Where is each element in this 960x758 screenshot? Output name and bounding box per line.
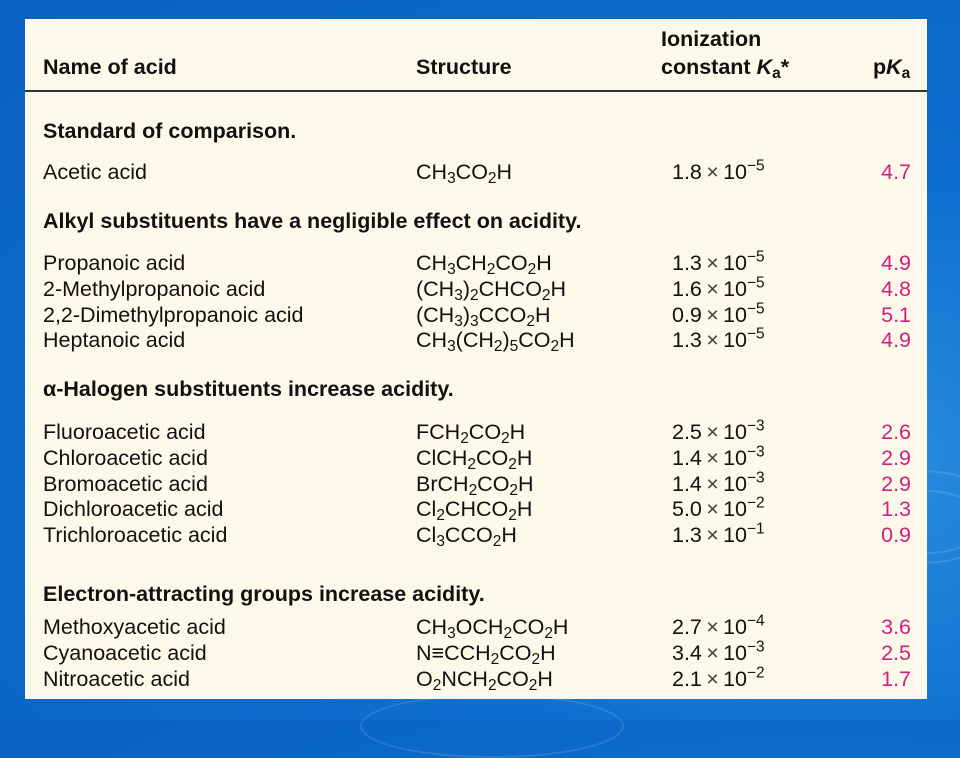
structure-part: H bbox=[516, 445, 533, 470]
header-ionization-line2: constant $K_a*$ bbox=[661, 55, 790, 82]
structure-subscript: 2 bbox=[487, 676, 497, 694]
acid-name: Cyanoacetic acid bbox=[43, 640, 207, 665]
pka-value: 2.5 bbox=[881, 640, 911, 665]
ka-base-ten: 10 bbox=[723, 160, 747, 184]
structure-part: (CH bbox=[455, 328, 494, 353]
structure-subscript: 2 bbox=[527, 260, 537, 278]
acid-structure bbox=[416, 420, 526, 447]
header-structure: Structure bbox=[416, 55, 512, 79]
structure-part: CO bbox=[475, 445, 509, 470]
structure-part: CO bbox=[499, 640, 532, 665]
structure-subscript: 2 bbox=[531, 650, 541, 668]
acid-name: Bromoacetic acid bbox=[43, 471, 208, 496]
structure-subscript: 2 bbox=[436, 507, 445, 525]
acid-name: Trichloroacetic acid bbox=[43, 523, 228, 548]
structure-subscript: 2 bbox=[493, 338, 503, 356]
ka-base-ten: 10 bbox=[723, 615, 747, 639]
structure-part: CO bbox=[468, 420, 502, 444]
structure-part: BrCH bbox=[416, 471, 469, 496]
structure-subscript: 5 bbox=[509, 338, 519, 356]
ka-exponent: −2 bbox=[746, 664, 765, 682]
structure-subscript: 3 bbox=[447, 338, 456, 356]
structure-part: H bbox=[518, 471, 534, 496]
structure-part: CO bbox=[477, 471, 510, 496]
ionization-constant bbox=[672, 157, 765, 184]
acid-structure bbox=[416, 615, 569, 642]
header-name: Name of acid bbox=[43, 55, 177, 79]
structure-part: CHCO bbox=[444, 497, 509, 522]
ka-exponent: −2 bbox=[746, 494, 765, 512]
acid-structure bbox=[416, 640, 556, 668]
acid-structure bbox=[416, 276, 567, 304]
structure-part: CO bbox=[496, 666, 529, 691]
ka-base-ten: 10 bbox=[723, 420, 747, 444]
ka-exponent: −5 bbox=[746, 248, 765, 266]
background-swirl-ring bbox=[360, 694, 624, 758]
structure-subscript: 2 bbox=[487, 169, 497, 187]
structure-part: H bbox=[552, 615, 569, 639]
structure-subscript: 3 bbox=[447, 624, 456, 642]
ka-mantissa: 1.3 bbox=[672, 251, 702, 275]
structure-subscript: 2 bbox=[470, 286, 479, 304]
times-sign: × bbox=[701, 523, 724, 548]
ionization-constant bbox=[672, 638, 765, 665]
structure-part: CH bbox=[416, 328, 448, 353]
times-sign: × bbox=[701, 420, 724, 444]
structure-subscript: 3 bbox=[447, 260, 456, 278]
structure-part: CH bbox=[416, 251, 448, 275]
acid-structure bbox=[416, 523, 517, 551]
section-title: α-Halogen substituents increase acidity. bbox=[43, 377, 454, 401]
times-sign: × bbox=[701, 471, 724, 496]
pka-value: 1.7 bbox=[881, 666, 911, 691]
acid-structure bbox=[416, 302, 551, 330]
ionization-constant bbox=[672, 417, 765, 444]
section-title: Electron-attracting groups increase acidity. bbox=[43, 582, 485, 606]
structure-subscript: 2 bbox=[468, 481, 478, 499]
structure-part: ClCH bbox=[416, 445, 468, 470]
structure-part: CO bbox=[518, 328, 551, 353]
ka-mantissa: 3.4 bbox=[672, 640, 702, 665]
structure-subscript: 2 bbox=[508, 507, 517, 525]
structure-subscript: 2 bbox=[432, 676, 442, 694]
ka-base-ten: 10 bbox=[723, 497, 747, 522]
structure-part: CO bbox=[455, 160, 488, 184]
times-sign: × bbox=[701, 445, 724, 470]
structure-part: CH bbox=[416, 615, 448, 639]
pka-value: 5.1 bbox=[881, 302, 911, 327]
acid-name: Methoxyacetic acid bbox=[43, 615, 226, 639]
ka-base-ten: 10 bbox=[723, 666, 747, 691]
times-sign: × bbox=[701, 276, 724, 301]
structure-part: H bbox=[536, 251, 552, 275]
structure-part: H bbox=[537, 666, 553, 691]
structure-subscript: 2 bbox=[541, 286, 551, 304]
ka-exponent: −5 bbox=[746, 300, 765, 318]
structure-part: CH bbox=[455, 251, 487, 275]
times-sign: × bbox=[701, 666, 724, 691]
structure-subscript: 2 bbox=[490, 650, 500, 668]
ka-exponent: −3 bbox=[746, 469, 765, 487]
ka-base-ten: 10 bbox=[723, 328, 747, 353]
structure-part: FCH bbox=[416, 420, 461, 444]
structure-part: H bbox=[516, 497, 533, 522]
pka-value: 2.6 bbox=[881, 420, 911, 444]
structure-subscript: 3 bbox=[447, 169, 456, 187]
ka-base-ten: 10 bbox=[723, 471, 747, 496]
acid-name: 2,2-Dimethylpropanoic acid bbox=[43, 302, 304, 327]
acid-structure bbox=[416, 666, 553, 694]
acid-structure bbox=[416, 328, 575, 356]
pka-value: 4.7 bbox=[881, 160, 911, 184]
ka-exponent: −5 bbox=[746, 325, 765, 343]
header-pka: $pK_a$ bbox=[873, 55, 911, 82]
structure-subscript: 2 bbox=[509, 481, 519, 499]
structure-subscript: 2 bbox=[544, 624, 553, 642]
structure-part: H bbox=[501, 523, 517, 548]
structure-part: CHCO bbox=[478, 276, 542, 301]
ka-exponent: −1 bbox=[746, 520, 765, 538]
ionization-constant bbox=[672, 612, 765, 639]
ionization-constant bbox=[672, 248, 765, 275]
ka-mantissa: 1.3 bbox=[672, 328, 702, 353]
structure-part: CCO bbox=[478, 302, 527, 327]
pka-value: 2.9 bbox=[881, 445, 911, 470]
pka-value: 2.9 bbox=[881, 471, 911, 496]
acid-name: Propanoic acid bbox=[43, 251, 186, 275]
section-title: Alkyl substituents have a negligible effect on acidity. bbox=[43, 209, 582, 233]
ka-base-ten: 10 bbox=[723, 445, 747, 470]
times-sign: × bbox=[701, 615, 724, 639]
structure-subscript: 3 bbox=[454, 286, 463, 304]
structure-part: ) bbox=[502, 328, 510, 353]
structure-subscript: 3 bbox=[470, 312, 479, 330]
ka-mantissa: 1.6 bbox=[672, 276, 702, 301]
structure-subscript: 2 bbox=[550, 338, 560, 356]
structure-part: CCO bbox=[444, 523, 493, 548]
ka-mantissa: 5.0 bbox=[672, 497, 702, 522]
ka-mantissa: 1.4 bbox=[672, 471, 702, 496]
ka-base-ten: 10 bbox=[723, 251, 747, 275]
ka-mantissa: 1.3 bbox=[672, 523, 702, 548]
times-sign: × bbox=[701, 328, 724, 353]
structure-subscript: 2 bbox=[526, 312, 535, 330]
pka-value: 4.9 bbox=[881, 328, 911, 353]
ka-base-ten: 10 bbox=[723, 640, 747, 665]
acid-name: Heptanoic acid bbox=[43, 328, 186, 353]
ka-exponent: −5 bbox=[746, 274, 765, 292]
structure-part: N≡CCH bbox=[416, 640, 491, 665]
ka-mantissa: 1.8 bbox=[672, 160, 702, 184]
structure-subscript: 2 bbox=[528, 676, 538, 694]
ka-exponent: −4 bbox=[746, 612, 765, 630]
ka-mantissa: 0.9 bbox=[672, 302, 702, 327]
structure-part: Cl bbox=[416, 523, 437, 548]
acid-name: Chloroacetic acid bbox=[43, 445, 208, 470]
ka-base-ten: 10 bbox=[723, 276, 747, 301]
structure-part: ) bbox=[462, 276, 470, 301]
times-sign: × bbox=[701, 302, 724, 327]
structure-part: H bbox=[540, 640, 556, 665]
structure-subscript: 2 bbox=[501, 429, 510, 447]
times-sign: × bbox=[701, 640, 724, 665]
acid-structure bbox=[416, 497, 533, 525]
ka-mantissa: 2.5 bbox=[672, 420, 702, 444]
structure-subscript: 2 bbox=[460, 429, 469, 447]
times-sign: × bbox=[701, 497, 724, 522]
times-sign: × bbox=[701, 160, 724, 184]
acid-name: Fluoroacetic acid bbox=[43, 420, 206, 444]
structure-part: Cl bbox=[416, 497, 437, 522]
acid-structure bbox=[416, 445, 533, 473]
structure-part: CO bbox=[512, 615, 545, 639]
ionization-constant bbox=[672, 664, 765, 691]
acid-name: Acetic acid bbox=[43, 160, 147, 184]
ka-mantissa: 2.7 bbox=[672, 615, 702, 639]
header-divider bbox=[25, 90, 927, 92]
ka-exponent: −3 bbox=[746, 638, 765, 656]
acid-structure bbox=[416, 251, 552, 278]
ionization-constant bbox=[672, 325, 765, 353]
pka-value: 4.9 bbox=[881, 251, 911, 275]
header-ionization-line1: Ionization bbox=[661, 27, 762, 51]
ka-exponent: −5 bbox=[746, 157, 765, 175]
structure-subscript: 2 bbox=[467, 455, 476, 473]
ka-base-ten: 10 bbox=[723, 523, 747, 548]
pka-value: 0.9 bbox=[881, 523, 911, 548]
pka-value: 1.3 bbox=[881, 497, 911, 522]
structure-part: CH bbox=[416, 160, 448, 184]
ionization-constant bbox=[672, 443, 765, 470]
ka-mantissa: 1.4 bbox=[672, 445, 702, 470]
ionization-constant bbox=[672, 520, 765, 548]
ka-exponent: −3 bbox=[746, 417, 765, 435]
structure-part: NCH bbox=[441, 666, 488, 691]
ionization-constant bbox=[672, 300, 765, 327]
structure-subscript: 3 bbox=[454, 312, 463, 330]
structure-part: H bbox=[496, 160, 513, 184]
ka-mantissa: 2.1 bbox=[672, 666, 702, 691]
structure-part: (CH bbox=[416, 276, 455, 301]
structure-subscript: 2 bbox=[492, 533, 502, 551]
pka-value: 4.8 bbox=[881, 276, 911, 301]
structure-part: (CH bbox=[416, 302, 455, 327]
acid-table-card bbox=[25, 19, 927, 699]
acid-structure bbox=[416, 160, 513, 187]
section-title: Standard of comparison. bbox=[43, 119, 297, 143]
structure-part: H bbox=[509, 420, 526, 444]
ionization-constant bbox=[672, 494, 765, 522]
acid-structure bbox=[416, 471, 534, 499]
ionization-constant bbox=[672, 469, 765, 496]
pka-value: 3.6 bbox=[881, 615, 911, 639]
structure-subscript: 3 bbox=[436, 533, 445, 551]
structure-subscript: 2 bbox=[503, 624, 513, 642]
structure-part: H bbox=[559, 328, 575, 353]
structure-subscript: 2 bbox=[486, 260, 496, 278]
acid-name: Dichloroacetic acid bbox=[43, 497, 224, 522]
ka-base-ten: 10 bbox=[723, 302, 747, 327]
structure-part: H bbox=[535, 302, 551, 327]
acid-name: Nitroacetic acid bbox=[43, 666, 190, 691]
structure-part: O bbox=[416, 666, 433, 691]
structure-part: OCH bbox=[455, 615, 504, 639]
ionization-constant bbox=[672, 274, 765, 301]
structure-part: H bbox=[550, 276, 567, 301]
acid-name: 2-Methylpropanoic acid bbox=[43, 276, 266, 301]
times-sign: × bbox=[701, 251, 724, 275]
structure-subscript: 2 bbox=[508, 455, 517, 473]
structure-part: ) bbox=[462, 302, 470, 327]
ka-exponent: −3 bbox=[746, 443, 765, 461]
structure-part: CO bbox=[495, 251, 528, 275]
